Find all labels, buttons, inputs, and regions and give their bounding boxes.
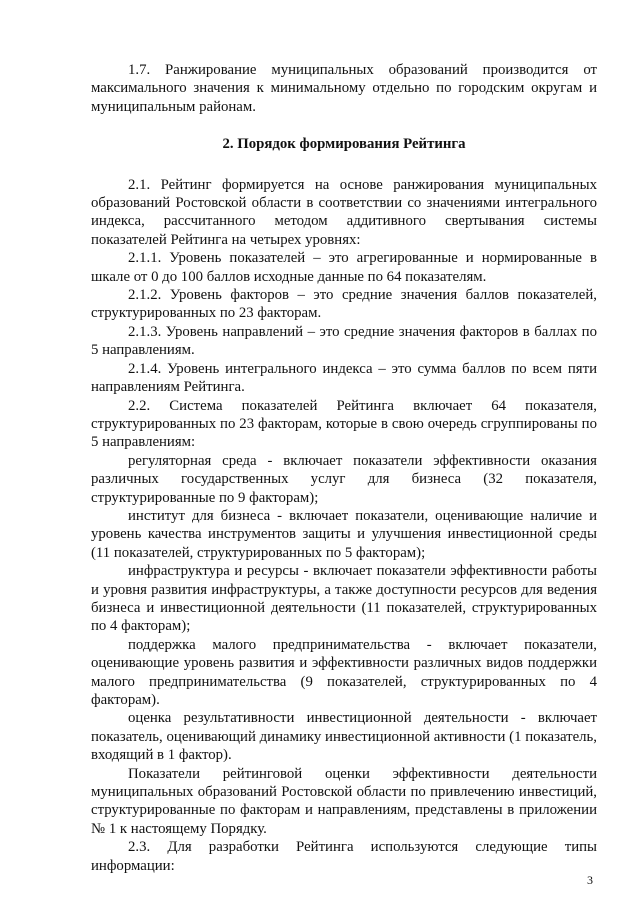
list-item-infrastructure: инфраструктура и ресурсы - включает показатели эффективности работы и уровня развития инфраструктуры, а также доступности ресурсов для ведения бизнеса и инвестиционной деятельности (11 показателей, структурированных по 4 факторам); [91, 563, 597, 635]
paragraph-indicators: Показатели рейтинговой оценки эффективности деятельности муниципальных образований Ростовской области по привлечению инвестиций, структурированные по факторам и направлениям, представлены в приложении № 1 к настоящему Порядку. [91, 765, 597, 837]
paragraph-2-1-3: 2.1.3. Уровень направлений – это средние значения факторов в баллах по 5 направлениям. [91, 323, 597, 359]
list-item-small-business: поддержка малого предпринимательства - включает показатели, оценивающие уровень развития и эффективности различных видов поддержки малого предпринимательства (9 показателей, структурированных по 4 факторам). [91, 636, 597, 708]
paragraph-2-2: 2.2. Система показателей Рейтинга включает 64 показателя, структурированных по 23 факторам, которые в свою очередь сгруппированы по 5 направлениям: [91, 397, 597, 451]
section-heading: 2. Порядок формирования Рейтинга [222, 136, 466, 153]
page-number: 3 [587, 873, 593, 887]
list-item-regulatory: регуляторная среда - включает показатели эффективности оказания различных государственных услуг для бизнеса (32 показателя, структурированные по 9 факторам); [91, 452, 597, 506]
list-item-institute: институт для бизнеса - включает показатели, оценивающие наличие и уровень качества инструментов защиты и улучшения инвестиционной среды (11 показателей, структурированных по 5 факторам); [91, 507, 597, 561]
paragraph-2-3: 2.3. Для разработки Рейтинга используются следующие типы информации: [91, 839, 597, 874]
document-body [91, 61, 597, 875]
list-item-investment: оценка результативности инвестиционной деятельности - включает показатель, оценивающий динамику инвестиционной активности (1 показатель, входящий в 1 фактор). [91, 710, 597, 764]
paragraph-2-1-2: 2.1.2. Уровень факторов – это средние значения баллов показателей, структурированных по 23 факторам. [91, 287, 597, 322]
paragraph-1-7: 1.7. Ранжирование муниципальных образований производится от максимального значения к минимальному отдельно по городским округам и муниципальным районам. [91, 62, 597, 115]
paragraph-2-1-1: 2.1.1. Уровень показателей – это агрегированные и нормированные в шкале от 0 до 100 баллов исходные данные по 64 показателям. [91, 250, 597, 285]
paragraph-2-1-4: 2.1.4. Уровень интегрального индекса – это сумма баллов по всем пяти направлениям Рейтинга. [91, 360, 597, 396]
paragraph-2-1: 2.1. Рейтинг формируется на основе ранжирования муниципальных образований Ростовской области в соответствии со значениями интегрального индекса, рассчитанного методом аддитивного свертывания системы показателей Рейтинга на четырех уровнях: [91, 176, 597, 248]
